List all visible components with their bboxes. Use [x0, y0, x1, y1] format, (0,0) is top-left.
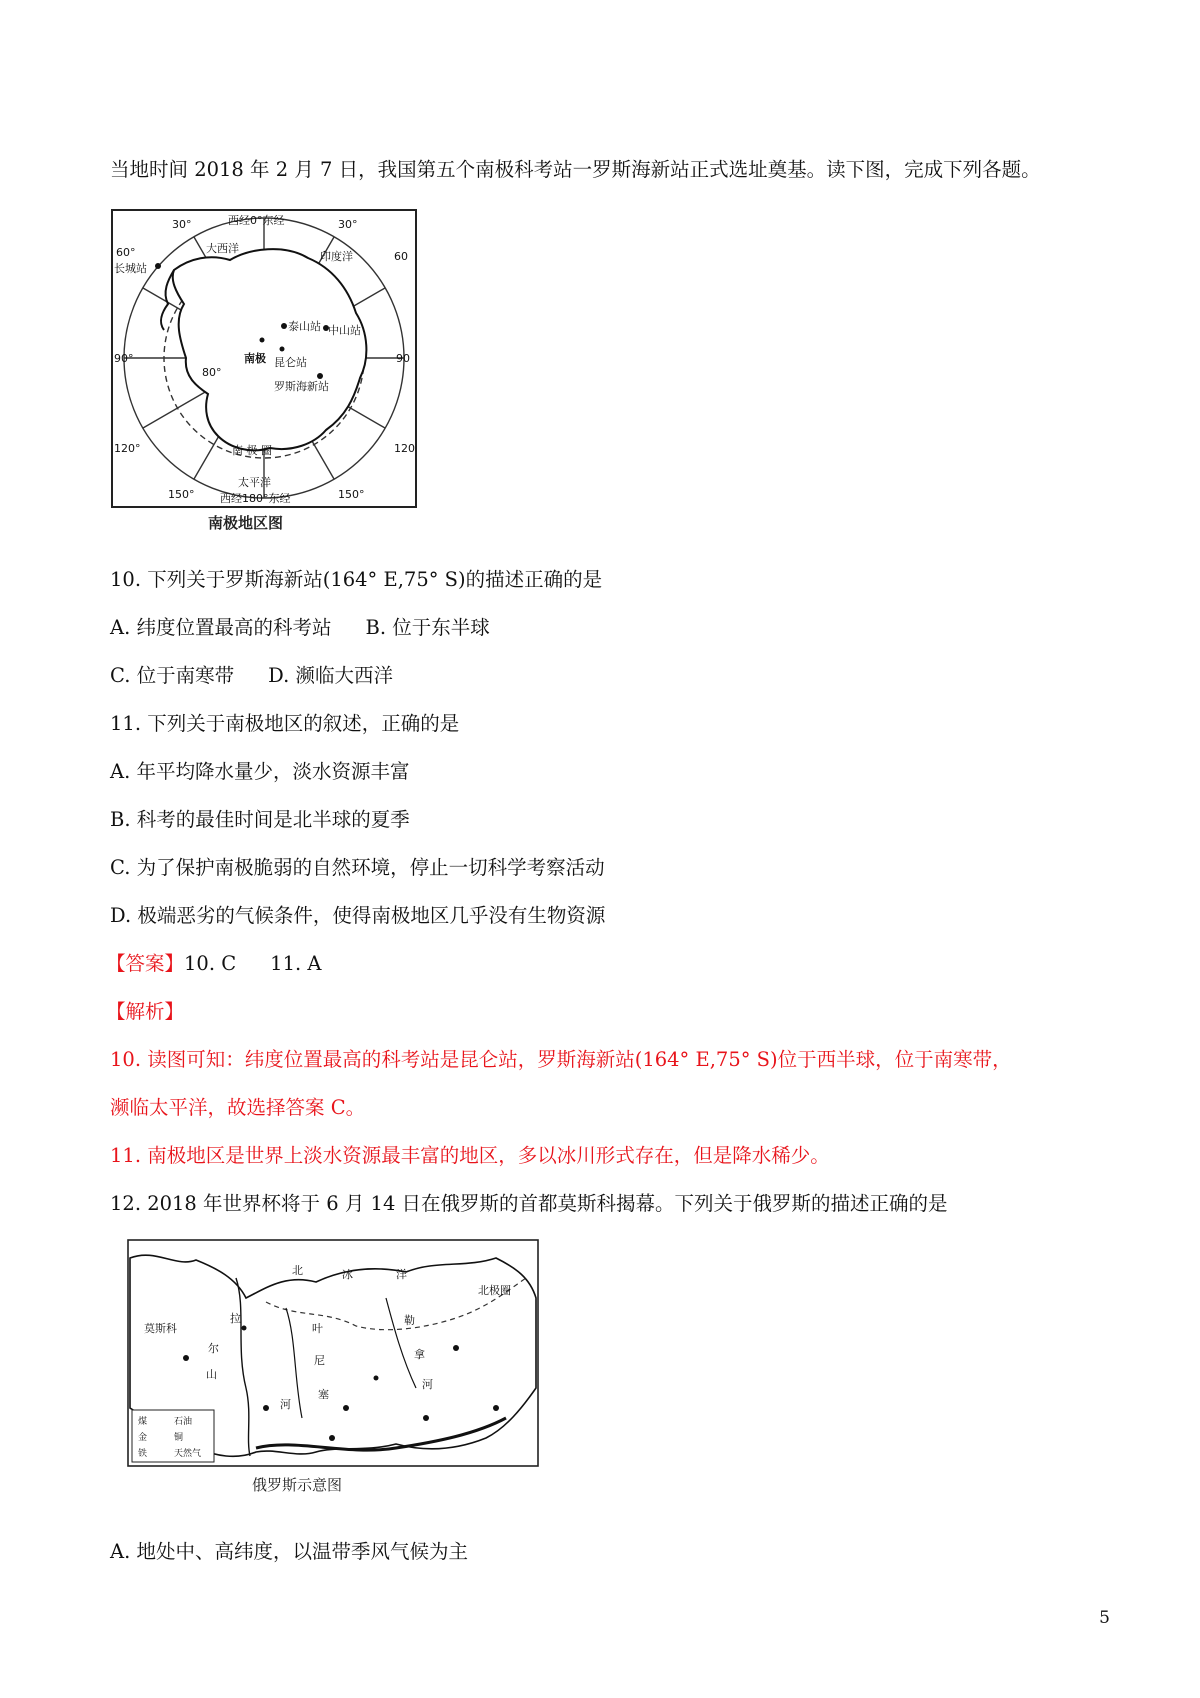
answer-10: 10. C: [184, 952, 237, 975]
answer-line: [106, 950, 321, 978]
q12-option-a: A. 地处中、高纬度，以温带季风气候为主: [110, 1540, 468, 1563]
deg-label: 90°: [114, 352, 134, 365]
arctic-circle-label: 北极圈: [478, 1284, 511, 1297]
antarctic-map: [110, 208, 418, 540]
deg-label: 30°: [172, 218, 192, 231]
q11-option-a: A. 年平均降水量少，淡水资源丰富: [110, 760, 410, 783]
q10-stem: 10. 下列关于罗斯海新站(164° E,75° S)的描述正确的是: [110, 568, 603, 591]
pole-label: 南极: [244, 352, 266, 365]
russia-er: 尔: [208, 1342, 219, 1355]
russia-bei: 北: [292, 1264, 303, 1277]
pacific-label: 太平洋: [238, 476, 271, 489]
russia-la: 拉: [230, 1312, 241, 1325]
lon-top-label: 西经0°东经: [228, 214, 285, 227]
russia-yang: 洋: [396, 1268, 407, 1281]
russia-he2: 河: [422, 1378, 433, 1391]
q11-stem: 11. 下列关于南极地区的叙述，正确的是: [110, 712, 460, 735]
deg-label: 120°: [114, 442, 141, 455]
legend-oil: 石油: [174, 1417, 193, 1427]
russia-le: 勒: [404, 1314, 415, 1327]
legend-gold: 金: [138, 1433, 148, 1443]
antarctic-circle-label: 南 极 圈: [232, 444, 272, 457]
russia-he1: 河: [280, 1398, 291, 1411]
intro-text: 当地时间 2018 年 2 月 7 日，我国第五个南极科考站一罗斯海新站正式选址奠基。读下图，完成下列各题。: [110, 158, 1041, 181]
zhongshan-label: 中山站: [328, 324, 361, 337]
q11-option-b: B. 科考的最佳时间是北半球的夏季: [110, 808, 410, 831]
russia-map: [126, 1238, 542, 1508]
answer-tag: 【答案】: [106, 952, 185, 975]
russia-na: 拿: [414, 1348, 425, 1361]
page-number: 5: [1099, 1608, 1110, 1628]
deg-label: 60: [394, 250, 408, 263]
taishan-label: 泰山站: [288, 320, 321, 333]
q10-option-c: C. 位于南寒带: [110, 664, 235, 687]
analysis-p2: 11. 南极地区是世界上淡水资源最丰富的地区，多以冰川形式存在，但是降水稀少。: [110, 1144, 830, 1167]
deg-label: 30°: [338, 218, 358, 231]
deg-label: 150°: [168, 488, 195, 501]
deg-label: 60°: [116, 246, 136, 259]
analysis-p1: 10. 读图可知：纬度位置最高的科考站是昆仑站，罗斯海新站(164° E,75° S)位于西半球，位于南寒带，: [110, 1048, 1012, 1071]
russia-moscow: 莫斯科: [144, 1322, 177, 1335]
lon-bottom-label: 西经180°东经: [220, 492, 291, 505]
russia-sai: 塞: [318, 1388, 329, 1401]
russia-bing: 冰: [342, 1268, 353, 1281]
q10-option-a: A. 纬度位置最高的科考站: [110, 616, 332, 639]
atlantic-label: 大西洋: [206, 242, 239, 255]
deg-label: 90: [396, 352, 410, 365]
q10-option-b: B. 位于东半球: [365, 616, 490, 639]
q11-option-c: C. 为了保护南极脆弱的自然环境，停止一切科学考察活动: [110, 856, 605, 879]
antarctic-map-caption: 南极地区图: [208, 514, 284, 532]
legend-coal: 煤: [138, 1417, 148, 1427]
kunlun-label: 昆仑站: [274, 356, 307, 369]
deg-label: 80°: [202, 366, 222, 379]
russia-ye: 叶: [312, 1322, 323, 1335]
changcheng-label: 长城站: [114, 262, 147, 275]
analysis-p1b: 濒临太平洋，故选择答案 C。: [110, 1096, 366, 1119]
russia-map-caption: 俄罗斯示意图: [252, 1476, 343, 1494]
q12-stem: 12. 2018 年世界杯将于 6 月 14 日在俄罗斯的首都莫斯科揭幕。下列关于俄罗斯的描述正确的是: [110, 1192, 948, 1215]
q11-option-d: D. 极端恶劣的气候条件，使得南极地区几乎没有生物资源: [110, 904, 606, 927]
indian-label: 印度洋: [320, 250, 353, 263]
q10-options-cd: [110, 662, 393, 690]
legend-gas: 天然气: [174, 1449, 202, 1459]
deg-label: 120: [394, 442, 415, 455]
answer-11: 11. A: [270, 952, 322, 975]
russia-shan: 山: [206, 1368, 217, 1381]
analysis-tag: 【解析】: [106, 1000, 185, 1023]
q10-options-ab: [110, 614, 490, 642]
legend-copper: 铜: [174, 1433, 184, 1443]
ross-label: 罗斯海新站: [274, 380, 329, 393]
q10-option-d: D. 濒临大西洋: [268, 664, 393, 687]
russia-ni: 尼: [314, 1354, 325, 1367]
legend-iron: 铁: [138, 1449, 148, 1459]
deg-label: 150°: [338, 488, 365, 501]
